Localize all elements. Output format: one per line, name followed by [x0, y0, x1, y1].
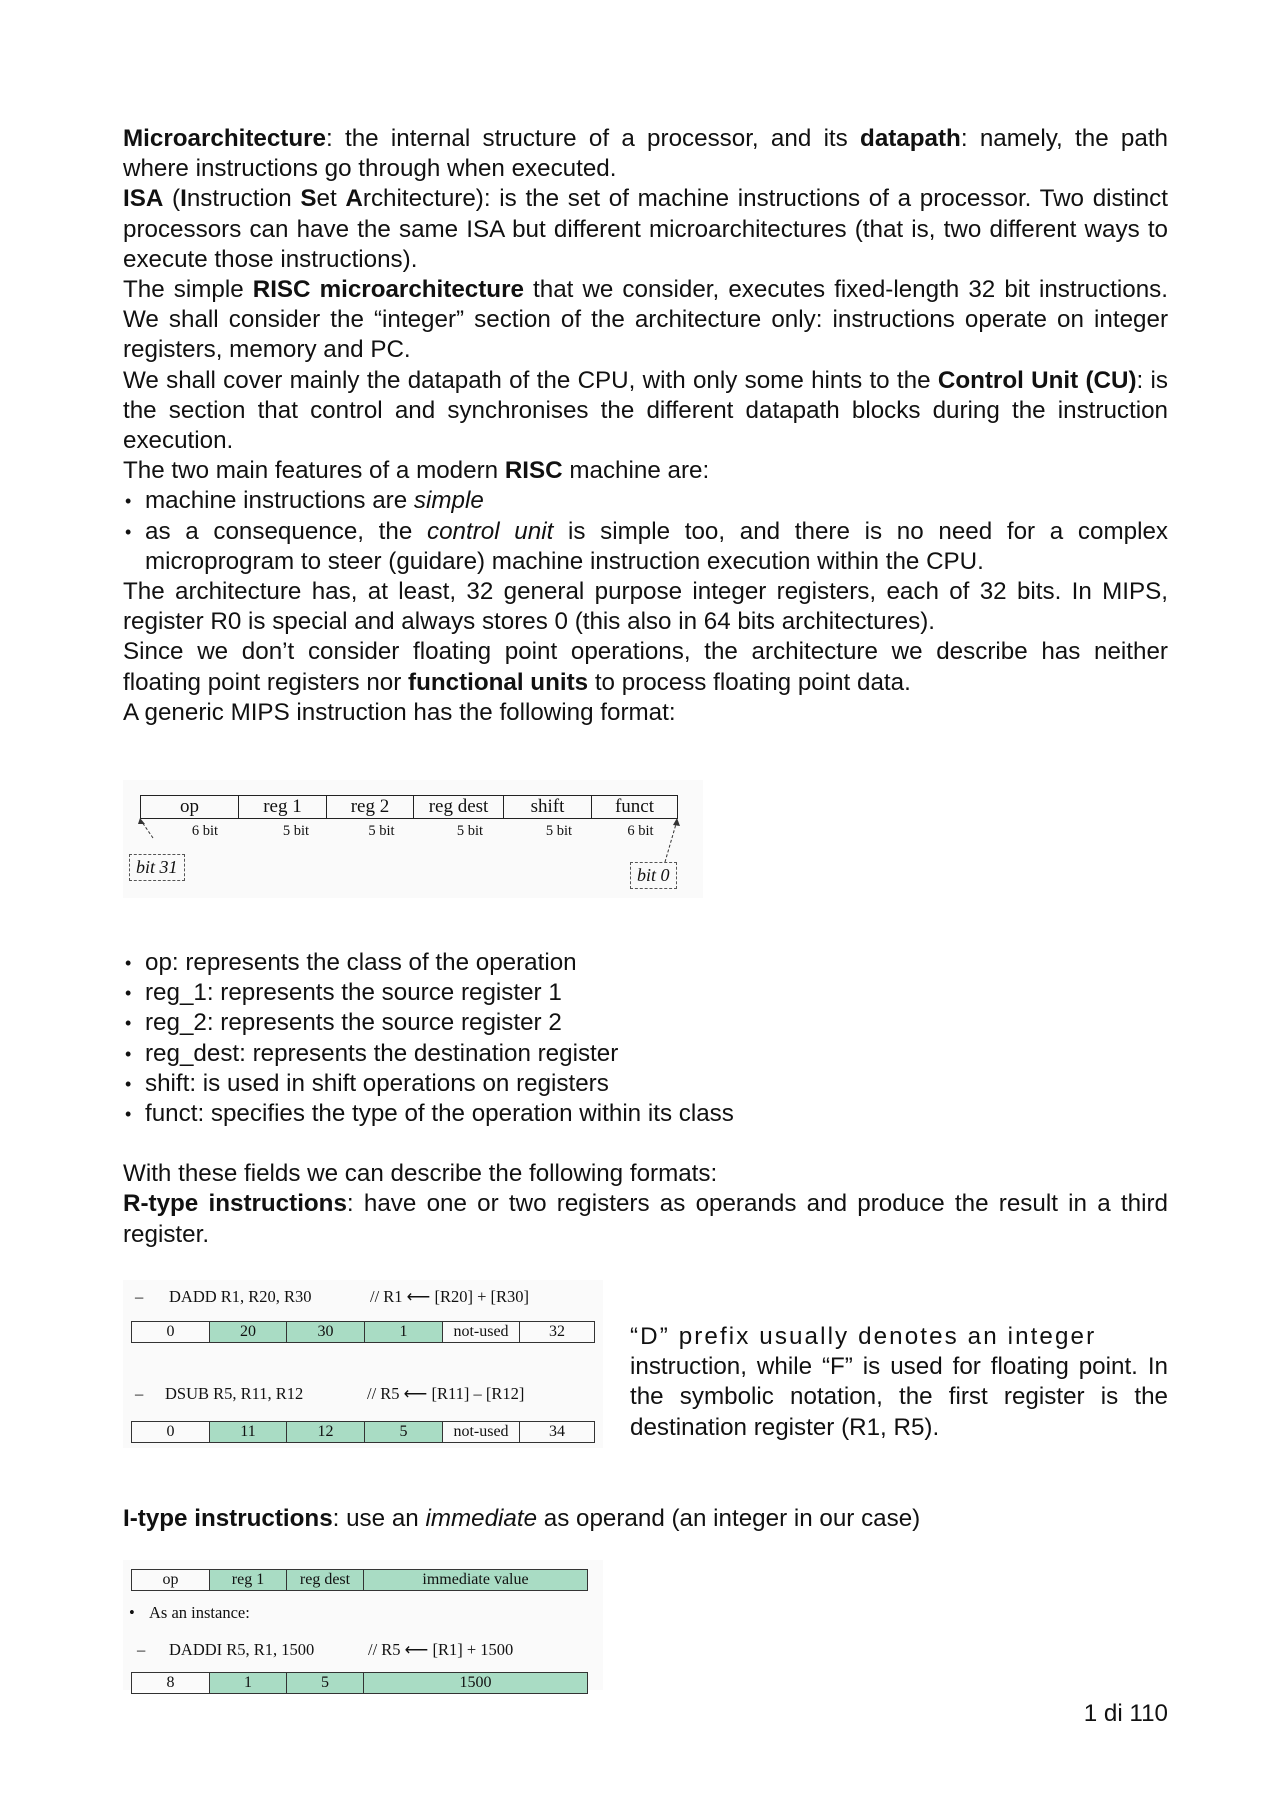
bits-shift: 5 bit — [545, 823, 573, 839]
enc-cell: not-used — [443, 1422, 520, 1442]
field-reg-dest: reg dest — [414, 796, 504, 818]
rtype-ex1-comment: // R1 ⟵ [R20] + [R30] — [370, 1287, 529, 1306]
risc-features-list — [123, 486, 1168, 577]
paragraph-registers: The architecture has, at least, 32 general purpose integer registers, each of 32 bits. In MIPS, register R0 is special and always stores 0 (this also in 64 bits architectures). — [123, 578, 1168, 636]
itype-format-fields — [131, 1569, 588, 1591]
rtype-figure — [123, 1280, 603, 1448]
arrowhead-bit0 — [673, 818, 680, 826]
paragraph-control-unit: We shall cover mainly the datapath of the CPU, with only some hints to the Control Unit (CU): is the section that control and synchronises the different datapath blocks during the instruction execution. — [123, 366, 1168, 455]
fields-list — [123, 948, 1168, 1129]
field-reg1: reg 1 — [239, 796, 327, 818]
itype-instance-bullet: • — [129, 1603, 135, 1622]
rtype-ex2-dash: – — [135, 1384, 144, 1403]
itype-instance-label: As an instance: — [149, 1603, 250, 1622]
rtype-ex1-encoding — [131, 1321, 595, 1343]
list-item: • op: represents the class of the operation — [123, 948, 1168, 978]
arrow-bit0 — [665, 824, 676, 862]
bits-reg2: 5 bit — [368, 823, 395, 839]
itype-figure — [123, 1560, 603, 1690]
enc-cell: 0 — [132, 1322, 210, 1342]
enc-cell: 0 — [132, 1422, 210, 1442]
itype-field-op: op — [132, 1570, 210, 1590]
list-item: • as a consequence, the control unit is simple too, and there is no need for a complex microprogram to steer (guidare) machine instruction execution within the CPU. — [123, 517, 1168, 577]
list-item: • reg_dest: represents the destination register — [123, 1039, 1168, 1069]
paragraph-formats-intro: With these fields we can describe the following formats: — [123, 1160, 718, 1188]
enc-cell: 20 — [210, 1322, 287, 1342]
rtype-ex2-instruction: DSUB R5, R11, R12 — [165, 1384, 304, 1403]
enc-cell: not-used — [443, 1322, 520, 1342]
itype-field-reg-dest: reg dest — [287, 1570, 364, 1590]
rtype-ex2-comment: // R5 ⟵ [R11] – [R12] — [367, 1384, 525, 1403]
arrow-bit31 — [142, 822, 153, 838]
side-note-rest: instruction, while “F” is used for floating point. In the symbolic notation, the first register is the destination register (R1, R5). — [630, 1353, 1168, 1441]
list-item: • shift: is used in shift operations on registers — [123, 1069, 1168, 1099]
bit31-label: bit 31 — [129, 854, 185, 881]
paragraph-risc-microarchitecture: The simple RISC microarchitecture that we consider, executes fixed-length 32 bit instructions. We shall consider the “integer” section of the architecture only: instructions operate on integer registers, memory and PC. — [123, 276, 1168, 364]
rtype-ex1-dash: – — [135, 1287, 144, 1306]
bits-op: 6 bit — [191, 823, 219, 839]
bits-reg1: 5 bit — [282, 823, 310, 839]
enc-cell: 8 — [132, 1673, 210, 1693]
itype-ex-comment: // R5 ⟵ [R1] + 1500 — [368, 1640, 514, 1659]
arrowhead-bit31 — [138, 818, 145, 824]
instruction-format-figure — [123, 780, 703, 898]
rtype-ex2-encoding — [131, 1421, 595, 1443]
itype-field-immediate: immediate value — [364, 1570, 587, 1590]
enc-cell: 34 — [549, 1423, 565, 1440]
enc-cell: 30 — [287, 1322, 365, 1342]
main-text — [123, 124, 1168, 1250]
enc-cell: 32 — [549, 1323, 565, 1340]
paragraph-risc-features: The two main features of a modern RISC machine are: — [123, 457, 710, 485]
enc-cell: 1 — [365, 1322, 443, 1342]
list-item: • machine instructions are simple — [123, 486, 1168, 516]
paragraph-floating-point: Since we don’t consider floating point operations, the architecture we describe has neither floating point registers nor functional units to process floating point data. — [123, 638, 1168, 696]
itype-field-reg1: reg 1 — [210, 1570, 287, 1590]
rtype-ex1-instruction: DADD R1, R20, R30 — [169, 1287, 312, 1306]
enc-cell: 11 — [210, 1422, 287, 1442]
field-op: op — [141, 796, 239, 818]
itype-ex-instruction: DADDI R5, R1, 1500 — [169, 1640, 315, 1659]
itype-ex-dash: – — [137, 1640, 146, 1659]
paragraph-rtype: R-type instructions: have one or two registers as operands and produce the result in a third register. — [123, 1190, 1168, 1248]
enc-cell: 1500 — [364, 1673, 587, 1693]
list-item: • funct: specifies the type of the operation within its class — [123, 1099, 1168, 1129]
list-item: • reg_2: represents the source register 2 — [123, 1008, 1168, 1038]
paragraph-microarchitecture: Microarchitecture: the internal structure of a processor, and its datapath: namely, the path where instructions go through when executed. — [123, 125, 1169, 183]
bit-arrows — [123, 780, 703, 898]
bit0-label: bit 0 — [630, 862, 677, 889]
paragraph-isa: ISA (Instruction Set Architecture): is the set of machine instructions of a processor. Two distinct processors can have the same ISA but different microarchitectures (that is, two different ways to execute those instructions). — [123, 185, 1168, 273]
paragraph-format-intro: A generic MIPS instruction has the following format: — [123, 698, 676, 726]
field-reg2: reg 2 — [327, 796, 414, 818]
enc-cell: 5 — [365, 1422, 443, 1442]
field-shift: shift — [504, 796, 592, 818]
enc-cell: 5 — [287, 1673, 364, 1693]
enc-cell: 12 — [287, 1422, 365, 1442]
spacer — [123, 1129, 1168, 1159]
itype-heading — [123, 1504, 1168, 1534]
enc-cell: 1 — [210, 1673, 287, 1693]
page-number: 1 di 110 — [1083, 1700, 1168, 1727]
bits-funct: 6 bit — [627, 823, 654, 839]
itype-ex-encoding — [131, 1672, 588, 1694]
bits-reg-dest: 5 bit — [456, 823, 484, 839]
paragraph-itype: I-type instructions: use an immediate as operand (an integer in our case) — [123, 1505, 921, 1532]
field-funct: funct — [614, 796, 655, 817]
list-item: • reg_1: represents the source register 1 — [123, 978, 1168, 1008]
side-note-line1: “D” prefix usually denotes an integer — [630, 1323, 1097, 1350]
prefix-side-note — [630, 1322, 1168, 1443]
